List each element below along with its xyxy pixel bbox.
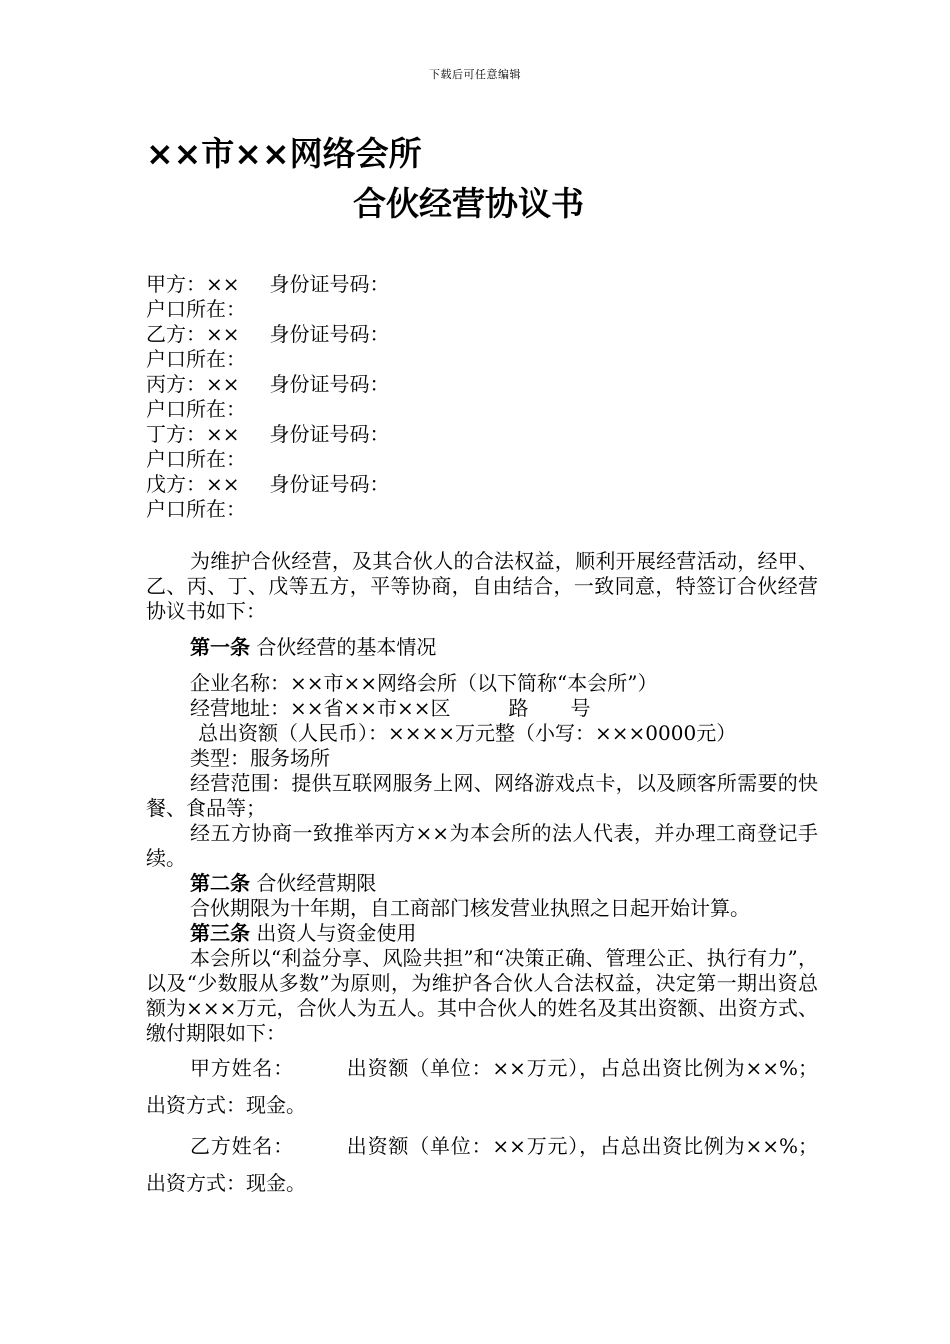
article-number: 第二条	[190, 871, 250, 895]
party-id-label: 身份证号码：	[269, 422, 390, 446]
party-name: 甲方：××	[146, 272, 240, 296]
party-row	[146, 322, 818, 347]
parties-list	[146, 272, 818, 522]
document-title-line2: 合伙经营协议书	[353, 184, 584, 223]
party-id-label: 身份证号码：	[269, 472, 390, 496]
contribution-text: 出资额（单位：××万元），占总出资比例为××%；出资方式：现金。	[146, 1056, 818, 1117]
party-hukou: 户口所在：	[146, 397, 246, 421]
article-3-heading	[146, 921, 818, 946]
party-id-label: 身份证号码：	[269, 272, 390, 296]
contributor-name-label: 甲方姓名：	[190, 1056, 294, 1080]
partnership-term: 合伙期限为十年期，自工商部门核发营业执照之日起开始计算。	[190, 896, 750, 920]
party-hukou: 户口所在：	[146, 297, 246, 321]
contributor-name-label: 乙方姓名：	[190, 1134, 294, 1158]
article-title: 合伙经营的基本情况	[256, 635, 437, 659]
contribution-text: 出资额（单位：××万元），占总出资比例为××%；出资方式：现金。	[146, 1134, 818, 1195]
party-id-label: 身份证号码：	[269, 322, 390, 346]
party-row	[146, 372, 818, 397]
document-title-line1: ××市××网络会所	[146, 134, 422, 173]
business-address	[146, 696, 818, 721]
party-hukou: 户口所在：	[146, 497, 246, 521]
article-number: 第三条	[190, 921, 250, 945]
total-capital: 总出资额（人民币）：××××万元整（小写：×××0000元）	[198, 721, 737, 745]
party-row	[146, 472, 818, 497]
article-number: 第一条	[190, 635, 250, 659]
article-2-heading	[146, 871, 818, 896]
address-label: 经营地址：××省××市××区	[190, 696, 451, 720]
document-body	[146, 272, 818, 1202]
article-1-heading	[146, 635, 818, 660]
party-row	[146, 272, 818, 297]
article-title: 合伙经营期限	[256, 871, 377, 895]
business-type: 类型：服务场所	[190, 746, 330, 770]
address-road: 路	[508, 696, 529, 720]
business-scope: 经营范围：提供互联网服务上网、网络游戏点卡，以及顾客所需要的快餐、食品等；	[146, 771, 818, 820]
party-row	[146, 422, 818, 447]
party-name: 乙方：××	[146, 322, 240, 346]
party-id-label: 身份证号码：	[269, 372, 390, 396]
page-header: 下载后可任意编辑	[429, 68, 521, 81]
contribution-item	[146, 1050, 818, 1124]
principle-paragraph: 本会所以“利益分享、风险共担”和“决策正确、管理公正、执行有力”，以及“少数服从多数”为原则，为维护各合伙人合法权益，决定第一期出资总额为×××万元，合伙人为五人。其中合伙人的姓名及其出资额、出资方式、缴付期限如下：	[146, 946, 818, 1045]
legal-representative: 经五方协商一致推举丙方××为本会所的法人代表，并办理工商登记手续。	[146, 821, 818, 870]
party-hukou: 户口所在：	[146, 447, 246, 471]
party-name: 丁方：××	[146, 422, 240, 446]
article-title: 出资人与资金使用	[256, 921, 417, 945]
party-hukou: 户口所在：	[146, 347, 246, 371]
party-name: 戊方：××	[146, 472, 240, 496]
company-name: 企业名称：××市××网络会所（以下简称“本会所”）	[190, 671, 658, 695]
party-name: 丙方：××	[146, 372, 240, 396]
intro-paragraph: 为维护合伙经营，及其合伙人的合法权益，顺利开展经营活动，经甲、乙、丙、丁、戊等五方，平等协商，自由结合，一致同意，特签订合伙经营协议书如下：	[146, 549, 818, 623]
contribution-item	[146, 1128, 818, 1202]
address-number: 号	[570, 696, 591, 720]
